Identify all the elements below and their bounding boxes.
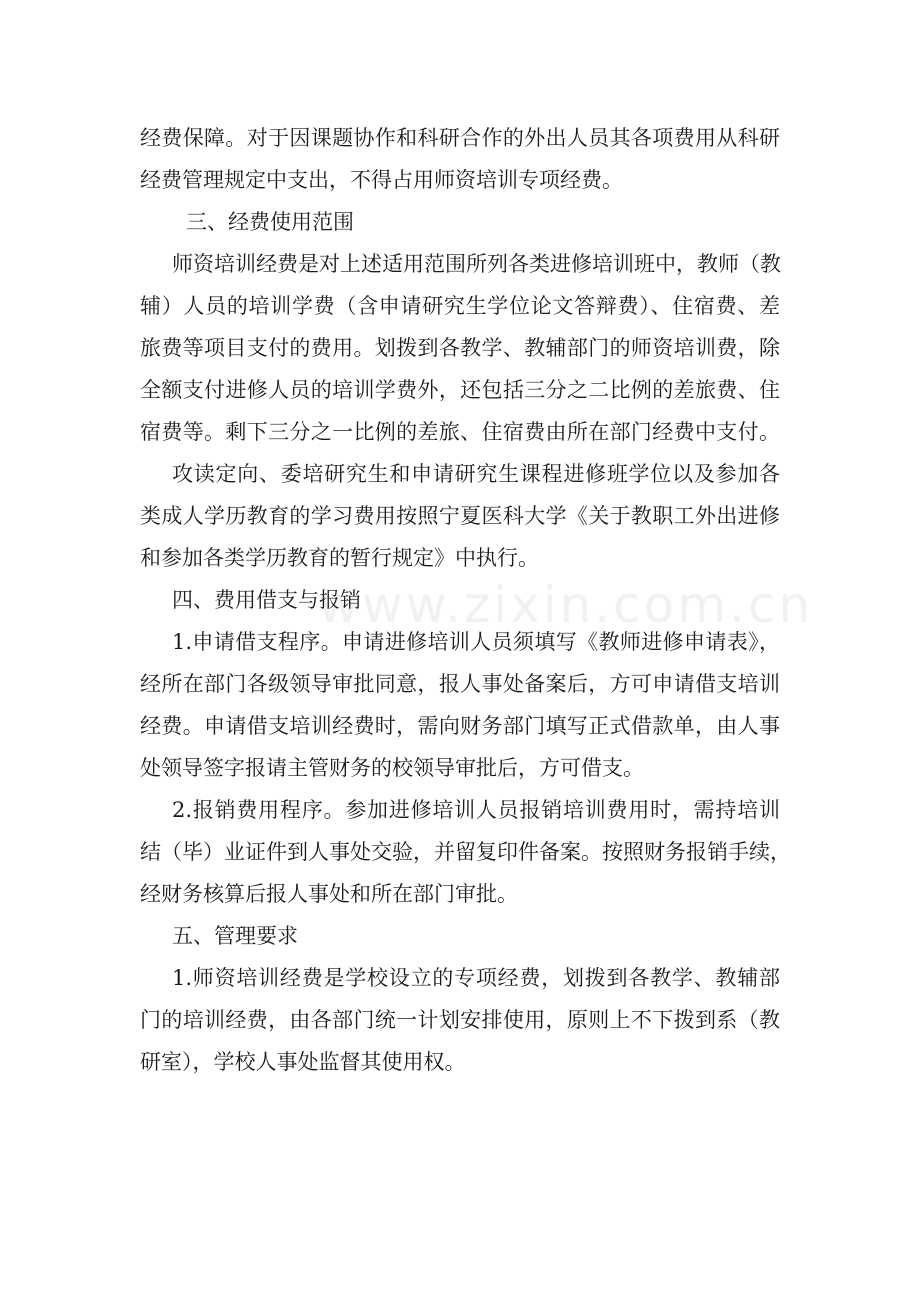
paragraph-line: 1.申请借支程序。申请进修培训人员须填写《教师进修申请表》， <box>172 630 780 654</box>
paragraph-line: 经费保障。对于因课题协作和科研合作的外出人员其各项费用从科研 <box>140 126 780 150</box>
paragraph-line: 师资培训经费是对上述适用范围所列各类进修培训班中，教师（教 <box>172 252 781 276</box>
section-heading: 三、经费使用范围 <box>186 210 354 234</box>
paragraph-line: 辅）人员的培训学费（含申请研究生学位论文答辩费）、住宿费、差 <box>140 294 780 318</box>
paragraph-line: 类成人学历教育的学习费用按照宁夏医科大学《关于教职工外出进修 <box>140 504 780 528</box>
paragraph-line: 经财务核算后报人事处和所在部门审批。 <box>140 882 518 906</box>
section-heading: 五、管理要求 <box>172 924 298 948</box>
paragraph-line: 2.报销费用程序。参加进修培训人员报销培训费用时，需持培训 <box>172 798 780 822</box>
watermark: www.zixin.com.cn <box>318 576 814 634</box>
paragraph-line: 攻读定向、委培研究生和申请研究生课程进修班学位以及参加各 <box>172 462 780 486</box>
paragraph-line: 结（毕）业证件到人事处交验，并留复印件备案。按照财务报销手续， <box>140 840 791 864</box>
paragraph-line: 1.师资培训经费是学校设立的专项经费，划拨到各教学、教辅部 <box>172 966 780 990</box>
paragraph-line: 经费。申请借支培训经费时，需向财务部门填写正式借款单，由人事 <box>140 714 780 738</box>
paragraph-line: 旅费等项目支付的费用。划拨到各教学、教辅部门的师资培训费，除 <box>140 336 780 360</box>
paragraph-line: 门的培训经费，由各部门统一计划安排使用，原则上不下拨到系（教 <box>140 1008 780 1032</box>
paragraph-line: 宿费等。剩下三分之一比例的差旅、住宿费由所在部门经费中支付。 <box>140 420 780 444</box>
paragraph-line: 处领导签字报请主管财务的校领导审批后，方可借支。 <box>140 756 644 780</box>
section-heading: 四、费用借支与报销 <box>172 588 361 612</box>
paragraph-line: 和参加各类学历教育的暂行规定》中执行。 <box>140 546 539 570</box>
paragraph-line: 经所在部门各级领导审批同意，报人事处备案后，方可申请借支培训 <box>140 672 780 696</box>
paragraph-line: 研室），学校人事处监督其使用权。 <box>140 1050 466 1074</box>
paragraph-line: 经费管理规定中支出，不得占用师资培训专项经费。 <box>140 168 623 192</box>
paragraph-line: 全额支付进修人员的培训学费外，还包括三分之二比例的差旅费、住 <box>140 378 780 402</box>
